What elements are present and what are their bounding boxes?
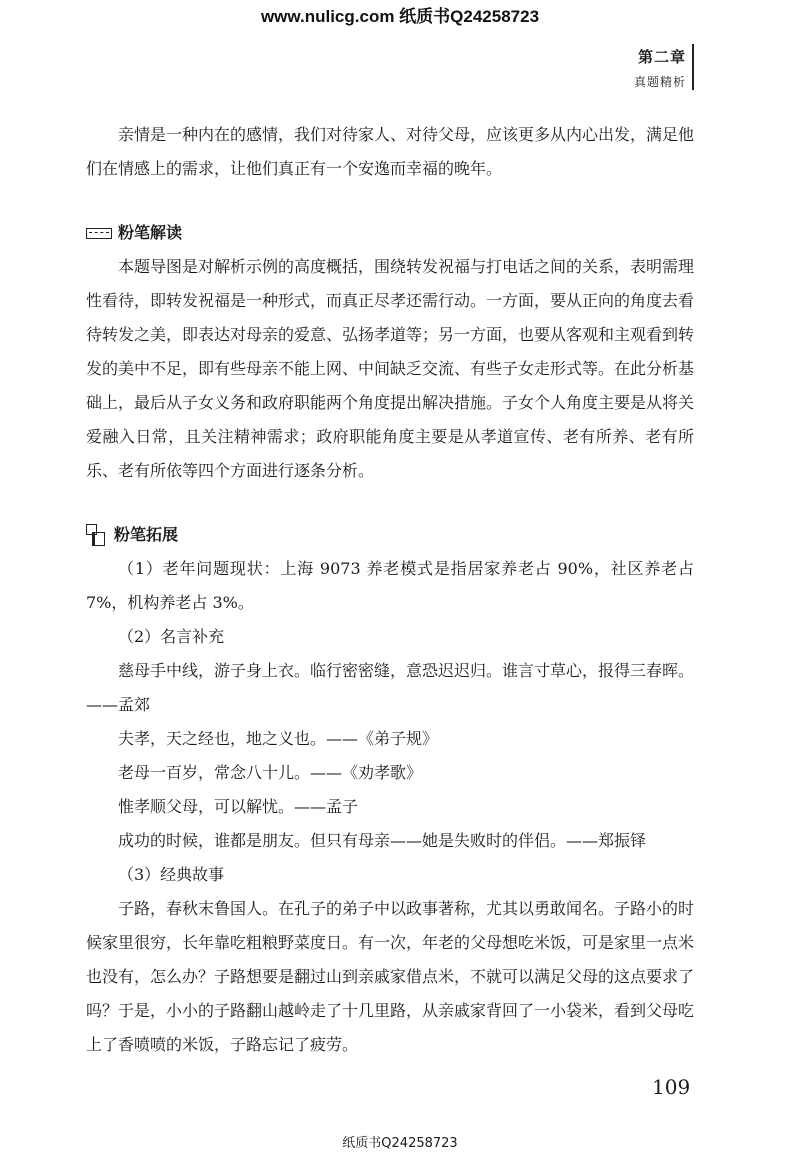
quote-3: 老母一百岁，常念八十儿。——《劝孝歌》: [118, 763, 423, 782]
section-heading-jiedu: [86, 216, 694, 250]
item-3-title: （3）经典故事: [118, 865, 225, 884]
page-content: [86, 118, 694, 1062]
watermark-top: www.nulicg.com 纸质书Q24258723: [260, 7, 540, 26]
section-heading-label: 粉笔拓展: [114, 525, 179, 544]
quote-1: 慈母手中线，游子身上衣。临行密密缝，意恐迟迟归。谁言寸草心，报得三春晖。——孟郊: [86, 661, 695, 714]
spacer: [86, 186, 694, 216]
page-number: 109: [652, 1075, 691, 1099]
expand-icon: [86, 524, 104, 546]
watermark-bottom: 纸质书Q24258723: [342, 1136, 458, 1151]
item-1: （1）老年问题现状：上海 9073 养老模式是指居家养老占 90%，社区养老占 7%，机构养老占 3%。: [86, 559, 694, 612]
item-2-title: （2）名言补充: [118, 627, 225, 646]
section1-paragraph: 本题导图是对解析示例的高度概括，围绕转发祝福与打电话之间的关系，表明需理性看待，即转发祝福是一种形式，而真正尽孝还需行动。一方面，要从正向的角度去看待转发之美，即表达对母亲的爱意、弘扬孝道等；另一方面，也要从客观和主观看到转发的美中不足，即有些母亲不能上网、中间缺乏交流、有些子女走形式等。在此分析基础上，最后从子女义务和政府职能两个角度提出解决措施。子女个人角度主要是从将关爱融入日常，且关注精神需求；政府职能角度主要是从孝道宣传、老有所养、老有所乐、老有所依等四个方面进行逐条分析。: [86, 257, 695, 480]
chapter-divider: [692, 44, 694, 90]
quote-2: 夫孝，天之经也，地之义也。——《弟子规》: [118, 729, 439, 748]
story-paragraph: 子路，春秋末鲁国人。在孔子的弟子中以政事著称，尤其以勇敢闻名。子路小的时候家里很穷，长年靠吃粗粮野菜度日。有一次，年老的父母想吃米饭，可是家里一点米也没有，怎么办？子路想要是翻过山到亲戚家借点米，不就可以满足父母的这点要求了吗？于是，小小的子路翻山越岭走了十几里路，从亲戚家背回了一小袋米，看到父母吃上了香喷喷的米饭，子路忘记了疲劳。: [86, 899, 695, 1054]
quote-4: 惟孝顺父母，可以解忧。——孟子: [118, 797, 359, 816]
section-heading-label: 粉笔解读: [118, 223, 183, 242]
chapter-header: [634, 46, 686, 90]
section-heading-tuozhan: [86, 518, 694, 552]
spacer: [86, 488, 694, 518]
chapter-subtitle: 真题精析: [633, 75, 686, 89]
chapter-title: 第二章: [637, 48, 686, 66]
chalk-icon: [86, 228, 112, 239]
quote-5: 成功的时候，谁都是朋友。但只有母亲——她是失败时的伴侣。——郑振铎: [118, 831, 647, 850]
intro-paragraph: 亲情是一种内在的感情，我们对待家人、对待父母，应该更多从内心出发，满足他们在情感上的需求，让他们真正有一个安逸而幸福的晚年。: [86, 125, 695, 178]
